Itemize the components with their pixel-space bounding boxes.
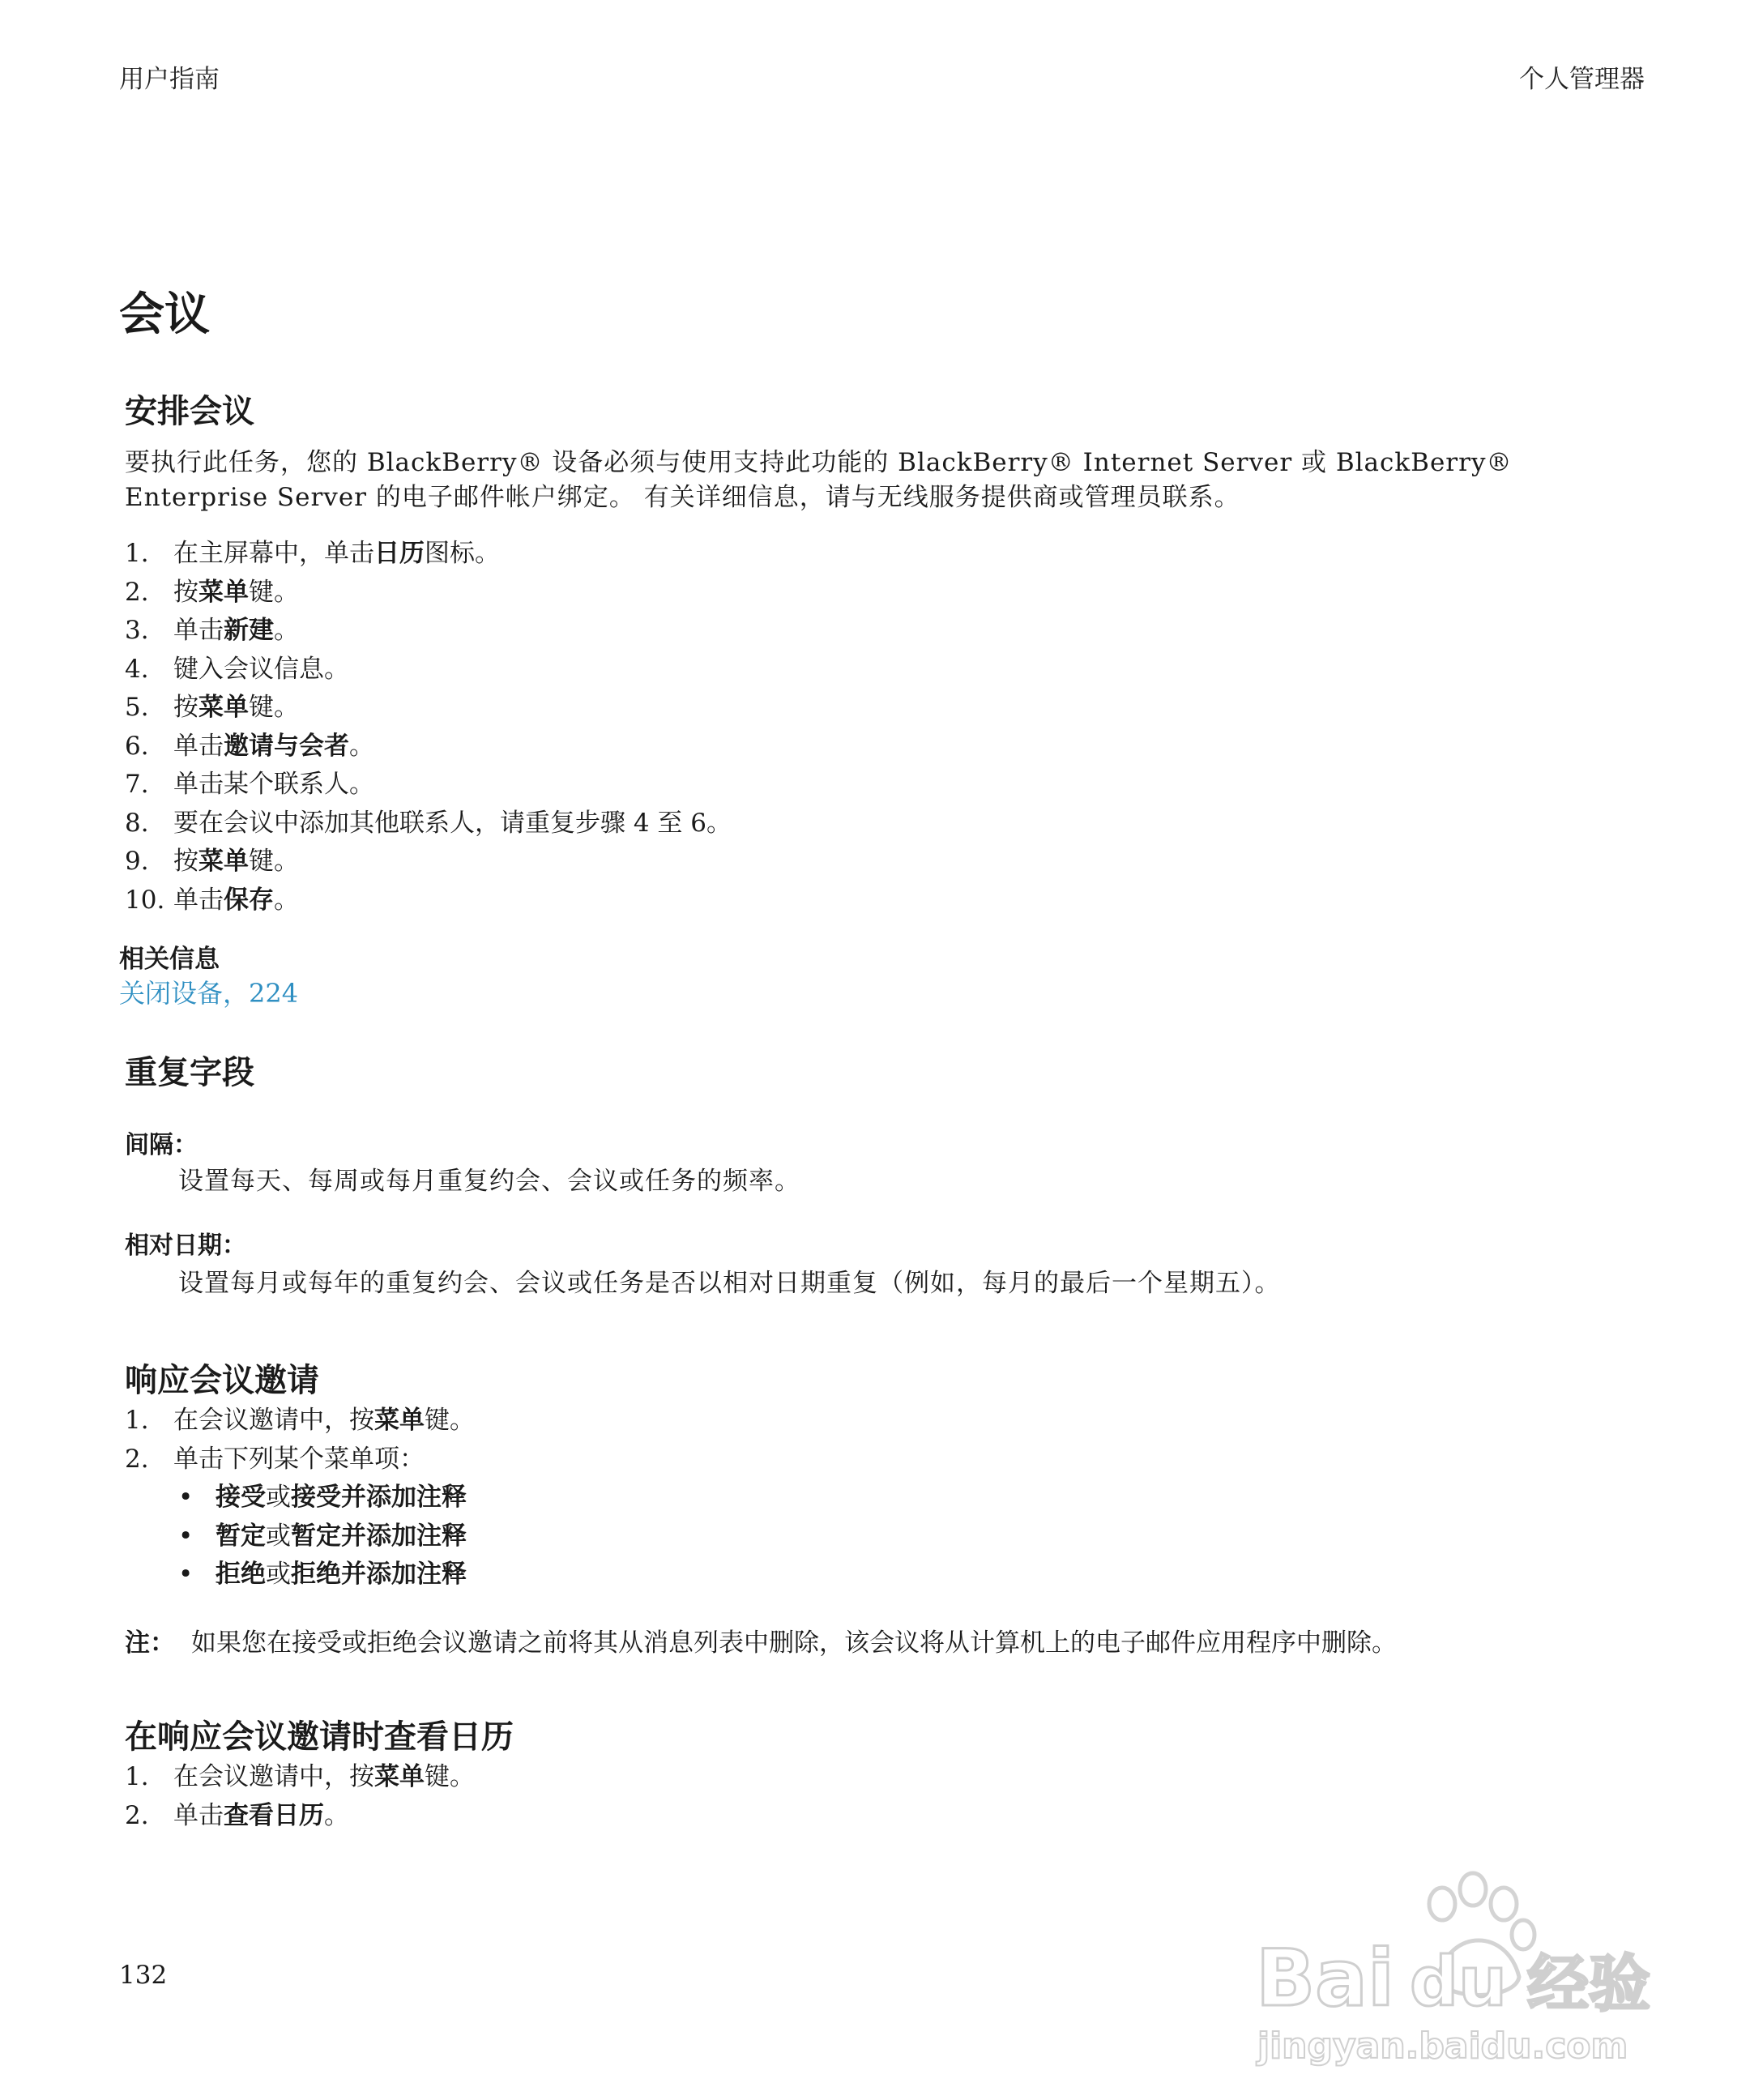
step-text: 在会议邀请中，按 <box>173 1406 374 1435</box>
running-header-left: 用户指南 <box>119 65 220 94</box>
step-text: 键入会议信息。 <box>173 654 349 684</box>
step-number: 10. <box>125 885 165 915</box>
step-text: 单击 <box>173 731 224 761</box>
step-text-end: 。 <box>349 731 374 761</box>
step-text: 在会议邀请中，按 <box>173 1762 374 1791</box>
list-item <box>125 574 732 612</box>
section-heading-schedule-meeting: 安排会议 <box>125 393 254 430</box>
term-relative-date: 相对日期： <box>125 1231 246 1260</box>
step-text-end: 。 <box>274 616 299 645</box>
note <box>125 1622 1664 1658</box>
schedule-steps-list <box>125 535 732 920</box>
list-item <box>178 1517 467 1556</box>
running-header-right: 个人管理器 <box>1519 65 1645 94</box>
option-b: 暂定并添加注释 <box>291 1521 467 1551</box>
step-number: 9. <box>125 847 149 876</box>
list-item <box>125 843 732 881</box>
svg-text:jingyan.baidu.com: jingyan.baidu.com <box>1257 2025 1628 2067</box>
svg-text:Bai: Bai <box>1256 1933 1394 2024</box>
option-b: 拒绝并添加注释 <box>291 1560 467 1589</box>
step-text: 要在会议中添加其他联系人，请重复步骤 4 至 6。 <box>173 808 732 838</box>
step-number: 7. <box>125 770 149 799</box>
list-item <box>125 881 732 920</box>
list-item <box>125 535 732 574</box>
step-text-end: 键。 <box>249 693 299 722</box>
baidu-watermark-logo <box>1248 1839 1669 2082</box>
step-number: 3. <box>125 616 149 645</box>
step-keyword: 菜单 <box>374 1762 425 1791</box>
step-number: 1. <box>125 539 149 568</box>
step-text: 按 <box>173 577 198 607</box>
option-a: 暂定 <box>216 1521 266 1551</box>
note-text: 如果您在接受或拒绝会议邀请之前将其从消息列表中删除，该会议将从计算机上的电子邮件应用程序中删除。 <box>191 1628 1397 1658</box>
note-label: 注： <box>125 1628 175 1658</box>
option-or: 或 <box>266 1560 291 1589</box>
step-text: 单击 <box>173 885 224 915</box>
list-item <box>125 766 732 805</box>
view-calendar-steps-list <box>125 1758 475 1835</box>
section-heading-respond-invitation: 响应会议邀请 <box>125 1362 319 1399</box>
step-text-end: 键。 <box>425 1762 475 1791</box>
intro-line-1: 要执行此任务，您的 BlackBerry® 设备必须与使用支持此功能的 BlackBerry® Internet Server 或 BlackBerry® <box>125 448 1513 477</box>
step-keyword: 保存 <box>224 885 274 915</box>
intro-paragraph <box>125 446 1616 515</box>
option-a: 接受 <box>216 1483 266 1512</box>
step-text-end: 键。 <box>249 577 299 607</box>
list-item <box>125 1402 475 1441</box>
step-keyword: 菜单 <box>198 693 249 722</box>
list-item <box>125 689 732 728</box>
respond-steps-list <box>125 1402 475 1479</box>
step-number: 2. <box>125 1800 149 1830</box>
step-text: 单击某个联系人。 <box>173 770 374 799</box>
step-number: 8. <box>125 808 149 838</box>
step-text: 在主屏幕中，单击 <box>173 539 374 568</box>
response-options-list <box>178 1479 467 1594</box>
list-item <box>125 805 732 843</box>
list-item <box>125 651 732 689</box>
step-keyword: 菜单 <box>374 1406 425 1435</box>
step-text-end: 键。 <box>425 1406 475 1435</box>
option-a: 拒绝 <box>216 1560 266 1589</box>
step-number: 1. <box>125 1406 149 1435</box>
step-text: 按 <box>173 847 198 876</box>
step-number: 6. <box>125 731 149 761</box>
intro-line-2: Enterprise Server 的电子邮件帐户绑定。 有关详细信息，请与无线服务提供商或管理员联系。 <box>125 483 1240 512</box>
bullet-icon: • <box>178 1560 194 1589</box>
section-heading-recurrence-fields: 重复字段 <box>125 1054 254 1091</box>
list-item <box>125 612 732 651</box>
step-keyword: 新建 <box>224 616 274 645</box>
page-title: 会议 <box>119 288 210 341</box>
step-keyword: 菜单 <box>198 847 249 876</box>
related-info-link[interactable]: 关闭设备，224 <box>119 978 299 1009</box>
step-number: 2. <box>125 577 149 607</box>
term-interval: 间隔： <box>125 1131 198 1159</box>
step-text-end: 图标。 <box>425 539 500 568</box>
list-item <box>178 1556 467 1594</box>
bullet-icon: • <box>178 1483 194 1512</box>
list-item <box>178 1479 467 1517</box>
option-or: 或 <box>266 1521 291 1551</box>
step-number: 5. <box>125 693 149 722</box>
list-item <box>125 1441 475 1479</box>
step-keyword: 菜单 <box>198 577 249 607</box>
step-number: 4. <box>125 654 149 684</box>
option-or: 或 <box>266 1483 291 1512</box>
page-number: 132 <box>119 1961 168 1990</box>
step-number: 1. <box>125 1762 149 1791</box>
list-item <box>125 1758 475 1797</box>
bullet-icon: • <box>178 1521 194 1551</box>
step-text: 单击 <box>173 1800 224 1830</box>
desc-interval: 设置每天、每周或每月重复约会、会议或任务的频率。 <box>178 1167 800 1196</box>
list-item <box>125 1797 475 1836</box>
step-keyword: 查看日历 <box>224 1800 324 1830</box>
step-number: 2. <box>125 1444 149 1474</box>
step-text-end: 。 <box>324 1800 349 1830</box>
option-b: 接受并添加注释 <box>291 1483 467 1512</box>
step-keyword: 日历 <box>374 539 425 568</box>
step-text: 单击下列某个菜单项： <box>173 1444 425 1474</box>
step-text-end: 键。 <box>249 847 299 876</box>
step-text-end: 。 <box>274 885 299 915</box>
svg-text:du: du <box>1410 1942 1507 2021</box>
step-keyword: 邀请与会者 <box>224 731 349 761</box>
step-text: 单击 <box>173 616 224 645</box>
list-item <box>125 728 732 766</box>
svg-text:经验: 经验 <box>1527 1948 1650 2020</box>
section-heading-view-calendar: 在响应会议邀请时查看日历 <box>125 1718 514 1756</box>
step-text: 按 <box>173 693 198 722</box>
desc-relative-date: 设置每月或每年的重复约会、会议或任务是否以相对日期重复（例如，每月的最后一个星期五）。 <box>178 1269 1281 1298</box>
related-info-heading: 相关信息 <box>119 945 220 974</box>
